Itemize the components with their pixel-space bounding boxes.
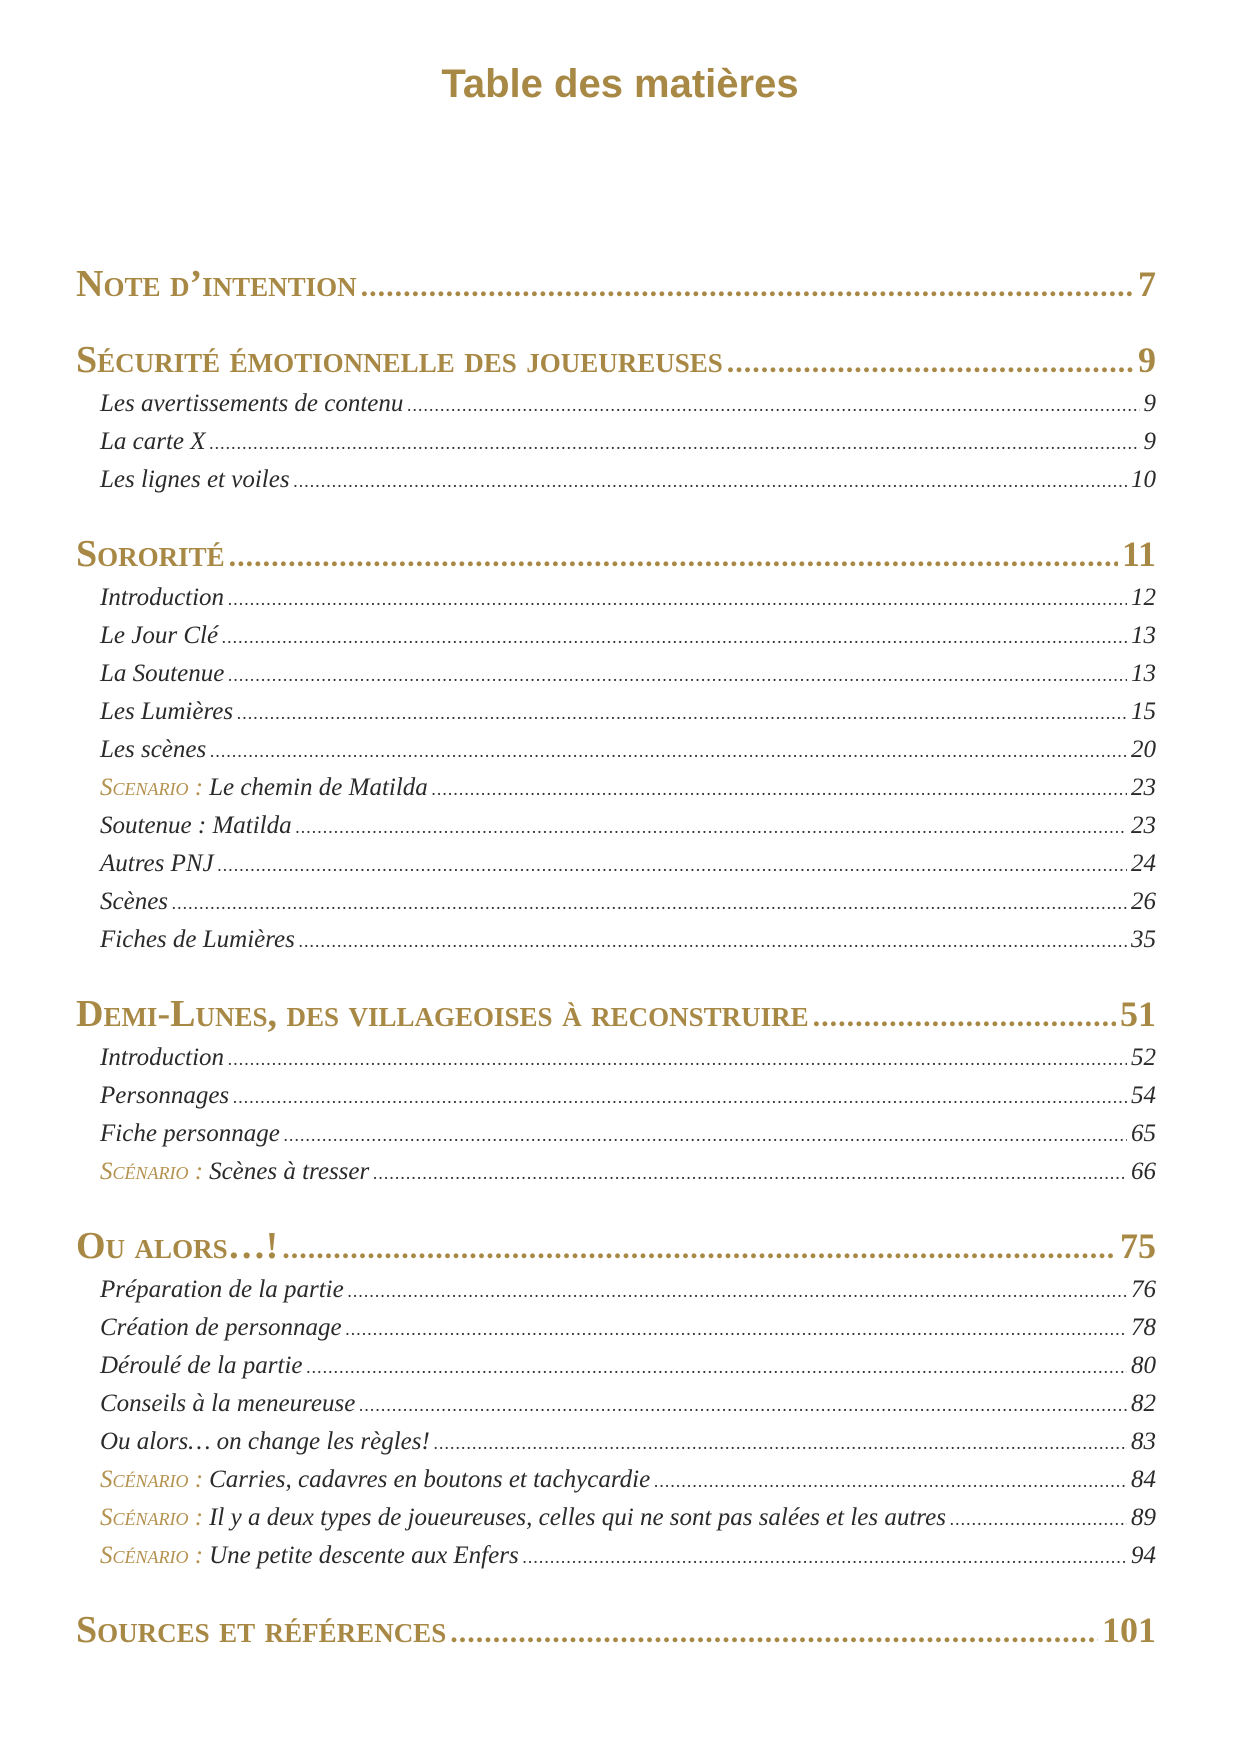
dot-leader <box>296 817 1127 838</box>
section-title: Ou alors…! <box>76 1225 279 1267</box>
dot-leader <box>361 270 1134 304</box>
toc-section-demi-lunes[interactable] <box>76 992 1156 1036</box>
entry-title: Introduction <box>100 1044 225 1071</box>
toc-entry-scenario[interactable] <box>100 1504 1156 1532</box>
entry-page-number: 12 <box>1131 584 1156 611</box>
section-title: Sources et références <box>76 1609 447 1651</box>
toc-entry[interactable] <box>100 428 1156 456</box>
dot-leader <box>229 540 1118 574</box>
dot-leader <box>222 627 1127 648</box>
dot-leader <box>228 665 1127 686</box>
entry-page-number: 89 <box>1131 1504 1156 1531</box>
entry-page-number: 54 <box>1131 1082 1156 1109</box>
entry-title: Autres PNJ <box>100 850 214 877</box>
dot-leader <box>654 1471 1127 1492</box>
entry-title: Les Lumières <box>100 698 234 725</box>
entry-title: Soutenue : Matilda <box>100 812 292 839</box>
dot-leader <box>523 1547 1127 1568</box>
toc-entry[interactable] <box>100 850 1156 878</box>
dot-leader <box>228 589 1127 610</box>
dot-leader <box>237 703 1127 724</box>
section-title: Demi-Lunes, des villageoises à reconstruire <box>76 993 809 1035</box>
dot-leader <box>359 1395 1127 1416</box>
entry-page-number: 9 <box>1143 428 1156 455</box>
entry-page-number: 83 <box>1131 1428 1156 1455</box>
section-page-number: 7 <box>1138 264 1156 304</box>
entry-title: Le Jour Clé <box>100 622 219 649</box>
toc-entry-scenario[interactable] <box>100 1542 1156 1570</box>
section-page-number: 9 <box>1138 340 1156 380</box>
entry-page-number: 26 <box>1131 888 1156 915</box>
section-page-number: 75 <box>1120 1226 1156 1266</box>
toc-entry-scenario[interactable] <box>100 1466 1156 1494</box>
scenario-tag: Scenario : <box>100 774 204 801</box>
section-title: Sororité <box>76 533 225 575</box>
entry-title: Le chemin de Matilda <box>209 774 428 801</box>
toc-entry[interactable] <box>100 888 1156 916</box>
scenario-tag: Scénario : <box>100 1158 204 1185</box>
toc-entry[interactable] <box>100 390 1156 418</box>
dot-leader <box>950 1509 1127 1530</box>
dot-leader <box>407 395 1139 416</box>
dot-leader <box>210 741 1127 762</box>
scenario-tag: Scénario : <box>100 1466 204 1493</box>
page-title: Table des matières <box>441 62 799 106</box>
entry-page-number: 76 <box>1131 1276 1156 1303</box>
section-page-number: 11 <box>1121 534 1156 574</box>
section-page-number: 101 <box>1102 1610 1156 1650</box>
dot-leader <box>307 1357 1127 1378</box>
dot-leader <box>450 1616 1098 1650</box>
entry-page-number: 35 <box>1131 926 1156 953</box>
entry-title: Carries, cadavres en boutons et tachycardie <box>209 1466 651 1493</box>
entry-page-number: 78 <box>1131 1314 1156 1341</box>
entry-title: Introduction <box>100 584 225 611</box>
entry-page-number: 82 <box>1131 1390 1156 1417</box>
toc-entry-scenario[interactable] <box>100 774 1156 802</box>
entry-page-number: 84 <box>1131 1466 1156 1493</box>
dot-leader <box>210 433 1140 454</box>
dot-leader <box>284 1125 1127 1146</box>
toc-section-sources[interactable] <box>76 1608 1156 1652</box>
entry-title: Conseils à la meneureuse <box>100 1390 356 1417</box>
section-title: Sécurité émotionnelle des joueureuses <box>76 339 723 381</box>
entry-page-number: 24 <box>1131 850 1156 877</box>
dot-leader <box>299 931 1127 952</box>
dot-leader <box>373 1163 1127 1184</box>
toc-entry[interactable] <box>100 1120 1156 1148</box>
dot-leader <box>348 1281 1127 1302</box>
dot-leader <box>282 1232 1116 1266</box>
toc-entry[interactable] <box>100 1352 1156 1380</box>
entry-page-number: 23 <box>1131 812 1156 839</box>
entry-title: Scènes à tresser <box>209 1158 370 1185</box>
toc-entry[interactable] <box>100 812 1156 840</box>
toc-section-securite[interactable] <box>76 338 1156 382</box>
toc-entry[interactable] <box>100 698 1156 726</box>
dot-leader <box>294 471 1127 492</box>
entry-title: Fiches de Lumières <box>100 926 295 953</box>
entry-title: Personnages <box>100 1082 230 1109</box>
scenario-tag: Scénario : <box>100 1542 204 1569</box>
entry-page-number: 80 <box>1131 1352 1156 1379</box>
toc-entry[interactable] <box>100 466 1156 494</box>
entry-page-number: 52 <box>1131 1044 1156 1071</box>
toc-entry[interactable] <box>100 660 1156 688</box>
entry-title: Les scènes <box>100 736 207 763</box>
entry-page-number: 9 <box>1143 390 1156 417</box>
toc-entry[interactable] <box>100 736 1156 764</box>
entry-page-number: 10 <box>1131 466 1156 493</box>
entry-title: La Soutenue <box>100 660 225 687</box>
entry-title: Déroulé de la partie <box>100 1352 303 1379</box>
entry-title: Les avertissements de contenu <box>100 390 404 417</box>
toc-section-ou-alors[interactable] <box>76 1224 1156 1268</box>
entry-page-number: 94 <box>1131 1542 1156 1569</box>
entry-title: Ou alors… on change les règles! <box>100 1428 430 1455</box>
toc-section-sororite[interactable] <box>76 532 1156 576</box>
dot-leader <box>228 1049 1127 1070</box>
dot-leader <box>813 1000 1116 1034</box>
entry-title: Préparation de la partie <box>100 1276 344 1303</box>
entry-title: Fiche personnage <box>100 1120 280 1147</box>
dot-leader <box>233 1087 1127 1108</box>
dot-leader <box>434 1433 1127 1454</box>
toc-entry[interactable] <box>100 1428 1156 1456</box>
entry-title: Création de personnage <box>100 1314 342 1341</box>
entry-page-number: 23 <box>1131 774 1156 801</box>
toc-entry[interactable] <box>100 1390 1156 1418</box>
toc-section-note-intention[interactable] <box>76 262 1156 306</box>
toc-entry[interactable] <box>100 1276 1156 1304</box>
toc-entry[interactable] <box>100 1314 1156 1342</box>
toc-entry[interactable] <box>100 926 1156 954</box>
dot-leader <box>346 1319 1127 1340</box>
toc-entry[interactable] <box>100 584 1156 612</box>
entry-page-number: 15 <box>1131 698 1156 725</box>
section-page-number: 51 <box>1120 994 1156 1034</box>
entry-page-number: 13 <box>1131 622 1156 649</box>
toc-entry[interactable] <box>100 622 1156 650</box>
entry-title: Scènes <box>100 888 169 915</box>
toc-entry[interactable] <box>100 1082 1156 1110</box>
entry-page-number: 66 <box>1131 1158 1156 1185</box>
entry-title: Il y a deux types de joueureuses, celles qui ne sont pas salées et les autres <box>209 1504 946 1531</box>
entry-page-number: 65 <box>1131 1120 1156 1147</box>
dot-leader <box>727 346 1134 380</box>
entry-title: Les lignes et voiles <box>100 466 290 493</box>
dot-leader <box>218 855 1127 876</box>
scenario-tag: Scénario : <box>100 1504 204 1531</box>
toc-entry-scenario[interactable] <box>100 1158 1156 1186</box>
entry-title: Une petite descente aux Enfers <box>209 1542 519 1569</box>
toc-entry[interactable] <box>100 1044 1156 1072</box>
dot-leader <box>432 779 1127 800</box>
entry-page-number: 13 <box>1131 660 1156 687</box>
entry-page-number: 20 <box>1131 736 1156 763</box>
section-title: Note d’intention <box>76 263 357 305</box>
entry-title: La carte X <box>100 428 206 455</box>
dot-leader <box>172 893 1127 914</box>
